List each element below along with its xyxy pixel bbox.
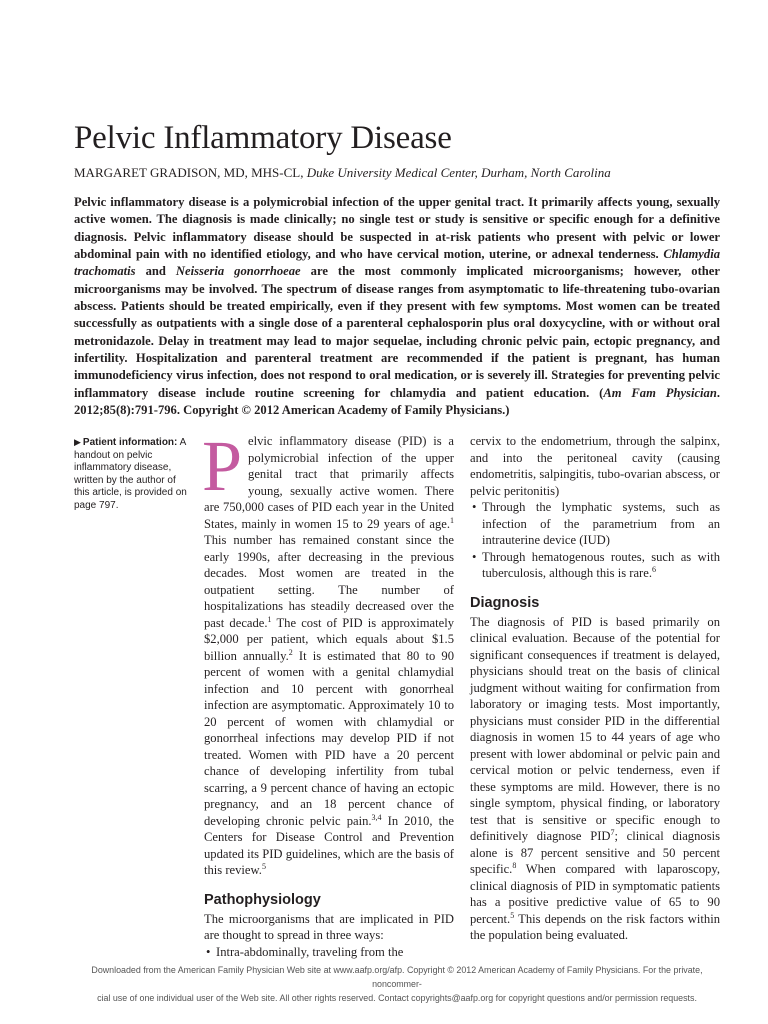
triangle-right-icon: ▶	[74, 437, 81, 447]
byline	[74, 164, 611, 182]
author-name: MARGARET GRADISON, MD, MHS-CL,	[74, 165, 304, 180]
footer-line-2: cial use of one individual user of the Web site. All other rights reserved. Contact copyrights@aafp.org for copyright questions and/or permission requests.	[97, 993, 697, 1003]
abstract-text-1: Pelvic inflammatory disease is a polymicrobial infection of the upper genital tract. It primarily affects young, sexually active women. The diagnosis is made clinically; no single test or study is sensitive or specific enough for a definitive diagnosis. Pelvic inflammatory disease should be suspected in at-risk patients who present with pelvic or lower abdominal pain with no identified etiology, and who have cervical motion, uterine, or adnexal tenderness.	[74, 195, 720, 262]
drop-cap: P	[202, 426, 243, 506]
diagnosis-heading: Diagnosis	[470, 594, 540, 611]
journal-name: Am Fam Physician	[603, 385, 717, 400]
reference-sup: 3,4	[371, 812, 382, 822]
spread-list	[204, 944, 454, 961]
organism-chlamydia: Chlamydia trachomatis	[74, 247, 720, 279]
list-item	[470, 549, 720, 582]
article-title: Pelvic Inflammatory Disease	[74, 120, 452, 156]
intro-text-d: It is estimated that 80 to 90 percent of women with a genital chlamydial infection and 10 percent with gonorrheal infection are asymptomatic. Approximately 10 to 20 percent of women with chlamydial or gonorrheal infections may develop PID if not treated. Women with PID have a 20 percent chance of developing infertility from tubal scarring, a 9 percent chance of having an ectopic pregnancy, and an 18 percent chance of developing chronic pelvic pain.	[204, 648, 454, 828]
patient-info-label: Patient information:	[82, 437, 178, 448]
reference-sup: 5	[261, 861, 266, 871]
author-affiliation: Duke University Medical Center, Durham, North Carolina	[306, 165, 611, 180]
column-right	[470, 433, 720, 944]
pathophysiology-text: The microorganisms that are implicated in PID are thought to spread in three ways:	[204, 911, 454, 942]
intro-text-a: elvic inflammatory disease (PID) is a polymicrobial infection of the upper genital tract that primarily affects young, sexually active women. There are 750,000 cases of PID each year in the United States, mainly in women 15 to 29 years of age.	[204, 434, 454, 531]
abstract-text-2: are the most commonly implicated microorganisms; however, other microorganisms may be involved. The spectrum of disease ranges from asymptomatic to life-threatening tubo-ovarian abscess. Patients should be treated empirically, even if they present with few symptoms. Most women can be treated successfully as outpatients with a single dose of a parenteral cephalosporin plus oral doxycycline, with or without oral metronidazole. Delay in treatment may lead to major sequelae, including chronic pelvic pain, ectopic pregnancy, and infertility. Hospitalization and parenteral treatment are recommended if the patient is pregnant, has human immunodeficiency virus infection, does not respond to oral medication, or is severely ill. Strategies for preventing pelvic inflammatory disease include routine screening for chlamydia and patient education. (	[74, 264, 720, 400]
diagnosis-paragraph	[470, 614, 720, 944]
reference-sup: 1	[267, 614, 272, 624]
intro-text-e: In 2010, the Centers for Disease Control and Prevention updated its PID guidelines, which are the basis of this review.	[204, 813, 454, 877]
abstract	[74, 194, 720, 419]
intro-paragraph	[202, 426, 454, 879]
reference-sup: 1	[450, 515, 454, 525]
diagnosis-text-a: The diagnosis of PID is based primarily on clinical evaluation. Because of the potential for significant consequences if treatment is delayed, physicians should treat on the basis of clinical judgment without waiting for confirmation from laboratory or imaging tests. Most importantly, physicians must consider PID in the differential diagnosis in women 15 to 44 years of age who present with lower abdominal or pelvic pain and cervical motion or pelvic tenderness, even if these symptoms are mild. However, there is no single symptom, physical finding, or laboratory test that is sensitive or specific enough to definitively diagnose PID	[470, 614, 720, 843]
spread-list-continued	[470, 499, 720, 582]
intro-text-b: This number has remained constant since the early 1990s, after decreasing in the previous decades. Most women are treated in the outpatient setting. The number of hospitalizations has steadily decreased over the past decade.	[204, 533, 454, 630]
organism-gonorrhoeae: Neisseria gonorrhoeae	[175, 264, 301, 279]
diagnosis-text-d: This depends on the risk factors within the population being evaluated.	[470, 911, 720, 942]
footer-line-1: Downloaded from the American Family Physician Web site at www.aafp.org/afp. Copyright © 2012 American Academy of Family Physicians. For the private, noncommer-	[91, 965, 703, 989]
reference-sup: 8	[512, 860, 517, 870]
list-item: • Intra-abdominally, traveling from the	[204, 944, 454, 961]
list-item-text: Through hematogenous routes, such as with tuberculosis, although this is rare.	[482, 549, 720, 580]
diagnosis-text-b: ; clinical diagnosis alone is 87 percent sensitive and 50 percent specific.	[470, 829, 720, 876]
patient-info-text: A handout on pelvic inflammatory disease, written by the author of this article, is provided on page 797.	[74, 437, 187, 511]
intro-text-c: The cost of PID is approximately $2,000 per patient, which equals about $1.5 billion annually.	[204, 615, 454, 663]
reference-sup: 5	[510, 910, 515, 920]
pathophysiology-heading: Pathophysiology	[204, 891, 321, 908]
column-left	[202, 426, 454, 960]
abstract-and: and	[145, 264, 166, 279]
patient-info-box	[74, 436, 188, 513]
citation: . 2012;85(8):791-796. Copyright © 2012 American Academy of Family Physicians.)	[74, 385, 720, 418]
copyright-footer	[74, 963, 720, 1005]
list-item: • Through the lymphatic systems, such as infection of the parametrium from an intrauterine device (IUD)	[470, 499, 720, 549]
reference-sup: 6	[652, 564, 656, 574]
bullet-continuation: cervix to the endometrium, through the salpinx, and into the peritoneal cavity (causing endometritis, salpingitis, tubo-ovarian abscess, or pelvic peritonitis)	[470, 434, 720, 498]
diagnosis-text-c: When compared with laparoscopy, clinical diagnosis of PID in symptomatic patients has a positive predictive value of 65 to 90 percent.	[470, 862, 720, 926]
reference-sup: 2	[288, 647, 293, 657]
reference-sup: 7	[610, 827, 615, 837]
